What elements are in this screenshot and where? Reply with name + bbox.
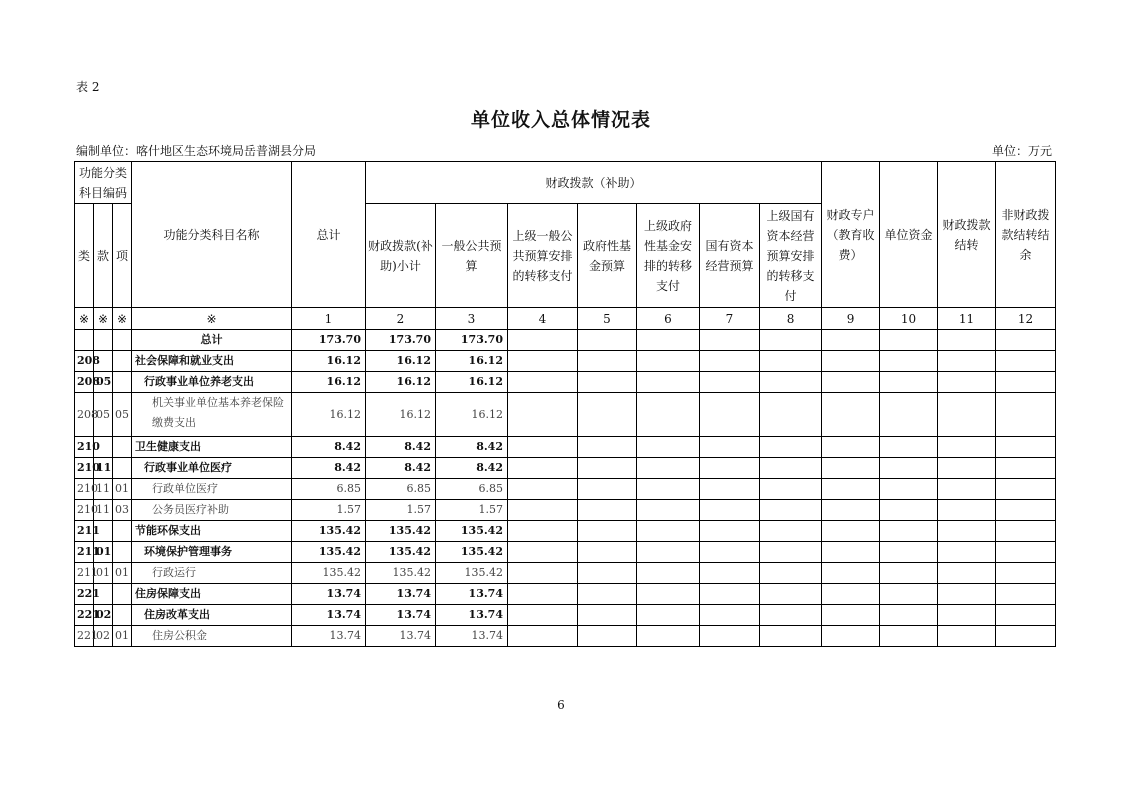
empty-cell	[996, 542, 1056, 563]
table-row	[75, 542, 1056, 563]
fiscal-subtotal-value: 8.42	[366, 458, 436, 479]
empty-cell	[938, 584, 996, 605]
empty-cell	[700, 542, 760, 563]
empty-cell	[880, 437, 938, 458]
empty-cell	[880, 563, 938, 584]
empty-cell	[508, 372, 578, 393]
index-cell: ※	[75, 308, 94, 330]
code-lei: 211	[75, 563, 94, 584]
empty-cell	[822, 563, 880, 584]
empty-cell	[760, 458, 822, 479]
empty-cell	[508, 626, 578, 647]
fiscal-subtotal-value: 135.42	[366, 563, 436, 584]
code-lei: 221	[75, 605, 94, 626]
empty-cell	[637, 626, 700, 647]
table-number: 表 2	[76, 80, 100, 94]
empty-cell	[938, 330, 996, 351]
empty-cell	[822, 437, 880, 458]
empty-cell	[700, 351, 760, 372]
fiscal-subtotal-value: 1.57	[366, 500, 436, 521]
table-row	[75, 521, 1056, 542]
subject-name: 住房保障支出	[132, 584, 292, 605]
empty-cell	[822, 521, 880, 542]
total-value: 16.12	[292, 372, 366, 393]
empty-cell	[700, 605, 760, 626]
empty-cell	[880, 393, 938, 437]
empty-cell	[822, 584, 880, 605]
general-budget-value: 173.70	[436, 330, 508, 351]
header-unit-funds: 单位资金	[880, 162, 938, 308]
empty-cell	[578, 351, 637, 372]
general-budget-value: 13.74	[436, 605, 508, 626]
index-cell: 4	[508, 308, 578, 330]
general-budget-value: 16.12	[436, 372, 508, 393]
header-gov-fund-budget: 政府性基金预算	[578, 204, 637, 308]
header-upper-general-transfer: 上级一般公共预算安排的转移支付	[508, 204, 578, 308]
empty-cell	[938, 626, 996, 647]
empty-cell	[880, 500, 938, 521]
header-nonfiscal-carryover: 非财政拨款结转结余	[996, 162, 1056, 308]
empty-cell	[700, 330, 760, 351]
code-kuan: 01	[94, 542, 113, 563]
subject-name: 住房改革支出	[132, 605, 292, 626]
empty-cell	[880, 542, 938, 563]
code-xiang	[113, 437, 132, 458]
empty-cell	[938, 605, 996, 626]
empty-cell	[938, 393, 996, 437]
empty-cell	[822, 542, 880, 563]
general-budget-value: 13.74	[436, 626, 508, 647]
empty-cell	[578, 584, 637, 605]
empty-cell	[637, 372, 700, 393]
empty-cell	[508, 479, 578, 500]
empty-cell	[578, 563, 637, 584]
empty-cell	[508, 458, 578, 479]
empty-cell	[996, 351, 1056, 372]
empty-cell	[637, 542, 700, 563]
general-budget-value: 135.42	[436, 521, 508, 542]
code-kuan: 11	[94, 458, 113, 479]
empty-cell	[508, 563, 578, 584]
empty-cell	[508, 330, 578, 351]
empty-cell	[996, 521, 1056, 542]
empty-cell	[938, 500, 996, 521]
header-lei: 类	[75, 204, 94, 308]
table-row	[75, 330, 1056, 351]
empty-cell	[880, 479, 938, 500]
empty-cell	[822, 479, 880, 500]
total-value: 13.74	[292, 626, 366, 647]
index-cell: 11	[938, 308, 996, 330]
empty-cell	[938, 351, 996, 372]
fiscal-subtotal-value: 135.42	[366, 521, 436, 542]
empty-cell	[637, 584, 700, 605]
empty-cell	[700, 372, 760, 393]
code-xiang: 01	[113, 479, 132, 500]
code-xiang: 03	[113, 500, 132, 521]
empty-cell	[938, 542, 996, 563]
index-cell: 3	[436, 308, 508, 330]
index-cell: 2	[366, 308, 436, 330]
code-xiang	[113, 372, 132, 393]
empty-cell	[822, 605, 880, 626]
index-cell: ※	[113, 308, 132, 330]
code-lei: 208	[75, 393, 94, 437]
code-xiang	[113, 458, 132, 479]
empty-cell	[880, 584, 938, 605]
index-cell: 12	[996, 308, 1056, 330]
page-number: 6	[557, 698, 565, 712]
total-value: 6.85	[292, 479, 366, 500]
empty-cell	[578, 500, 637, 521]
total-value: 8.42	[292, 437, 366, 458]
empty-cell	[880, 458, 938, 479]
total-value: 135.42	[292, 542, 366, 563]
empty-cell	[938, 479, 996, 500]
code-kuan: 11	[94, 500, 113, 521]
code-lei	[75, 330, 94, 351]
index-cell: 1	[292, 308, 366, 330]
index-cell: 6	[637, 308, 700, 330]
empty-cell	[996, 372, 1056, 393]
subject-name: 行政单位医疗	[132, 479, 292, 500]
header-upper-gov-fund-transfer: 上级政府性基金安排的转移支付	[637, 204, 700, 308]
code-lei: 221	[75, 584, 94, 605]
subject-name: 社会保障和就业支出	[132, 351, 292, 372]
header-fiscal-special: 财政专户（教育收费）	[822, 162, 880, 308]
empty-cell	[760, 542, 822, 563]
subject-name: 节能环保支出	[132, 521, 292, 542]
empty-cell	[578, 479, 637, 500]
code-lei: 210	[75, 458, 94, 479]
fiscal-subtotal-value: 16.12	[366, 351, 436, 372]
table-row	[75, 372, 1056, 393]
empty-cell	[760, 330, 822, 351]
fiscal-subtotal-value: 8.42	[366, 437, 436, 458]
table-row	[75, 626, 1056, 647]
code-lei: 208	[75, 351, 94, 372]
code-xiang: 01	[113, 563, 132, 584]
general-budget-value: 6.85	[436, 479, 508, 500]
code-lei: 210	[75, 500, 94, 521]
empty-cell	[578, 437, 637, 458]
table-body	[75, 330, 1056, 647]
subject-name: 住房公积金	[132, 626, 292, 647]
empty-cell	[996, 393, 1056, 437]
compiling-unit: 编制单位：喀什地区生态环境局岳普湖县分局	[76, 144, 317, 158]
empty-cell	[508, 584, 578, 605]
empty-cell	[996, 500, 1056, 521]
header-fiscal-group: 财政拨款（补助）	[366, 162, 822, 204]
code-lei: 210	[75, 437, 94, 458]
table-row	[75, 479, 1056, 500]
empty-cell	[637, 351, 700, 372]
index-cell: 10	[880, 308, 938, 330]
empty-cell	[578, 542, 637, 563]
empty-cell	[637, 605, 700, 626]
empty-cell	[578, 330, 637, 351]
empty-cell	[700, 437, 760, 458]
code-kuan: 02	[94, 626, 113, 647]
empty-cell	[760, 351, 822, 372]
code-xiang	[113, 584, 132, 605]
code-lei: 211	[75, 542, 94, 563]
total-value: 16.12	[292, 393, 366, 437]
header-kuan: 款	[94, 204, 113, 308]
total-value: 8.42	[292, 458, 366, 479]
empty-cell	[938, 521, 996, 542]
empty-cell	[578, 393, 637, 437]
subject-name: 公务员医疗补助	[132, 500, 292, 521]
empty-cell	[822, 330, 880, 351]
empty-cell	[938, 458, 996, 479]
empty-cell	[508, 500, 578, 521]
empty-cell	[700, 521, 760, 542]
general-budget-value: 1.57	[436, 500, 508, 521]
empty-cell	[578, 521, 637, 542]
code-kuan: 05	[94, 372, 113, 393]
empty-cell	[637, 521, 700, 542]
fiscal-subtotal-value: 13.74	[366, 626, 436, 647]
empty-cell	[822, 351, 880, 372]
index-cell: ※	[94, 308, 113, 330]
header-upper-state-capital-transfer: 上级国有资本经营预算安排的转移支付	[760, 204, 822, 308]
table-row	[75, 393, 1056, 437]
empty-cell	[700, 563, 760, 584]
empty-cell	[700, 626, 760, 647]
empty-cell	[938, 437, 996, 458]
empty-cell	[760, 584, 822, 605]
empty-cell	[938, 563, 996, 584]
empty-cell	[760, 521, 822, 542]
empty-cell	[637, 479, 700, 500]
empty-cell	[996, 330, 1056, 351]
table-row	[75, 458, 1056, 479]
empty-cell	[880, 372, 938, 393]
subject-name: 行政事业单位医疗	[132, 458, 292, 479]
empty-cell	[996, 584, 1056, 605]
table-row	[75, 351, 1056, 372]
empty-cell	[822, 626, 880, 647]
empty-cell	[760, 563, 822, 584]
empty-cell	[578, 626, 637, 647]
empty-cell	[880, 330, 938, 351]
table-row	[75, 563, 1056, 584]
empty-cell	[822, 393, 880, 437]
empty-cell	[996, 626, 1056, 647]
code-kuan: 01	[94, 563, 113, 584]
index-cell: 5	[578, 308, 637, 330]
total-value: 135.42	[292, 521, 366, 542]
code-xiang: 05	[113, 393, 132, 437]
subject-name: 行政运行	[132, 563, 292, 584]
empty-cell	[938, 372, 996, 393]
index-cell: 9	[822, 308, 880, 330]
code-lei: 221	[75, 626, 94, 647]
empty-cell	[508, 437, 578, 458]
general-budget-value: 135.42	[436, 563, 508, 584]
index-cell: 7	[700, 308, 760, 330]
empty-cell	[760, 500, 822, 521]
table-row	[75, 605, 1056, 626]
empty-cell	[637, 330, 700, 351]
total-value: 13.74	[292, 584, 366, 605]
empty-cell	[760, 393, 822, 437]
empty-cell	[996, 437, 1056, 458]
header-func-code: 功能分类科目编码	[75, 162, 132, 204]
subject-name: 行政事业单位养老支出	[132, 372, 292, 393]
code-lei: 211	[75, 521, 94, 542]
general-budget-value: 8.42	[436, 437, 508, 458]
empty-cell	[996, 605, 1056, 626]
empty-cell	[578, 605, 637, 626]
code-xiang	[113, 605, 132, 626]
code-xiang	[113, 330, 132, 351]
header-general-budget: 一般公共预算	[436, 204, 508, 308]
empty-cell	[637, 437, 700, 458]
empty-cell	[508, 393, 578, 437]
empty-cell	[760, 626, 822, 647]
general-budget-value: 16.12	[436, 351, 508, 372]
empty-cell	[700, 584, 760, 605]
empty-cell	[996, 458, 1056, 479]
fiscal-subtotal-value: 13.74	[366, 584, 436, 605]
code-xiang	[113, 521, 132, 542]
fiscal-subtotal-value: 16.12	[366, 393, 436, 437]
empty-cell	[637, 500, 700, 521]
empty-cell	[760, 437, 822, 458]
total-value: 135.42	[292, 563, 366, 584]
empty-cell	[880, 351, 938, 372]
subject-name: 卫生健康支出	[132, 437, 292, 458]
code-lei: 210	[75, 479, 94, 500]
empty-cell	[880, 521, 938, 542]
empty-cell	[760, 372, 822, 393]
empty-cell	[880, 605, 938, 626]
empty-cell	[822, 500, 880, 521]
fiscal-subtotal-value: 6.85	[366, 479, 436, 500]
empty-cell	[578, 458, 637, 479]
currency-unit: 单位：万元	[991, 144, 1052, 158]
empty-cell	[760, 605, 822, 626]
empty-cell	[700, 500, 760, 521]
general-budget-value: 135.42	[436, 542, 508, 563]
general-budget-value: 16.12	[436, 393, 508, 437]
fiscal-subtotal-value: 13.74	[366, 605, 436, 626]
code-kuan: 02	[94, 605, 113, 626]
table-row	[75, 584, 1056, 605]
empty-cell	[637, 393, 700, 437]
empty-cell	[996, 563, 1056, 584]
empty-cell	[700, 393, 760, 437]
header-func-name: 功能分类科目名称	[132, 162, 292, 308]
code-kuan: 11	[94, 479, 113, 500]
fiscal-subtotal-value: 173.70	[366, 330, 436, 351]
table-row	[75, 437, 1056, 458]
code-xiang	[113, 351, 132, 372]
empty-cell	[822, 372, 880, 393]
header-state-capital-budget: 国有资本经营预算	[700, 204, 760, 308]
empty-cell	[637, 563, 700, 584]
income-summary-table	[74, 161, 1056, 647]
empty-cell	[508, 351, 578, 372]
header-xiang: 项	[113, 204, 132, 308]
fiscal-subtotal-value: 135.42	[366, 542, 436, 563]
empty-cell	[637, 458, 700, 479]
index-cell: ※	[132, 308, 292, 330]
empty-cell	[508, 521, 578, 542]
total-value: 13.74	[292, 605, 366, 626]
total-value: 16.12	[292, 351, 366, 372]
header-fiscal-subtotal: 财政拨款(补助)小计	[366, 204, 436, 308]
empty-cell	[508, 605, 578, 626]
empty-cell	[578, 372, 637, 393]
code-lei: 208	[75, 372, 94, 393]
total-value: 1.57	[292, 500, 366, 521]
code-xiang: 01	[113, 626, 132, 647]
header-fiscal-carryover: 财政拨款结转	[938, 162, 996, 308]
empty-cell	[996, 479, 1056, 500]
total-value: 173.70	[292, 330, 366, 351]
subject-name: 总计	[132, 330, 292, 351]
table-row	[75, 500, 1056, 521]
general-budget-value: 13.74	[436, 584, 508, 605]
empty-cell	[700, 479, 760, 500]
empty-cell	[508, 542, 578, 563]
general-budget-value: 8.42	[436, 458, 508, 479]
subject-name: 环境保护管理事务	[132, 542, 292, 563]
fiscal-subtotal-value: 16.12	[366, 372, 436, 393]
empty-cell	[880, 626, 938, 647]
empty-cell	[760, 479, 822, 500]
code-kuan: 05	[94, 393, 113, 437]
header-total: 总计	[292, 162, 366, 308]
empty-cell	[822, 458, 880, 479]
index-cell: 8	[760, 308, 822, 330]
code-kuan	[94, 330, 113, 351]
subject-name: 机关事业单位基本养老保险缴费支出	[132, 393, 292, 437]
empty-cell	[700, 458, 760, 479]
page-title: 单位收入总体情况表	[470, 109, 651, 131]
code-xiang	[113, 542, 132, 563]
